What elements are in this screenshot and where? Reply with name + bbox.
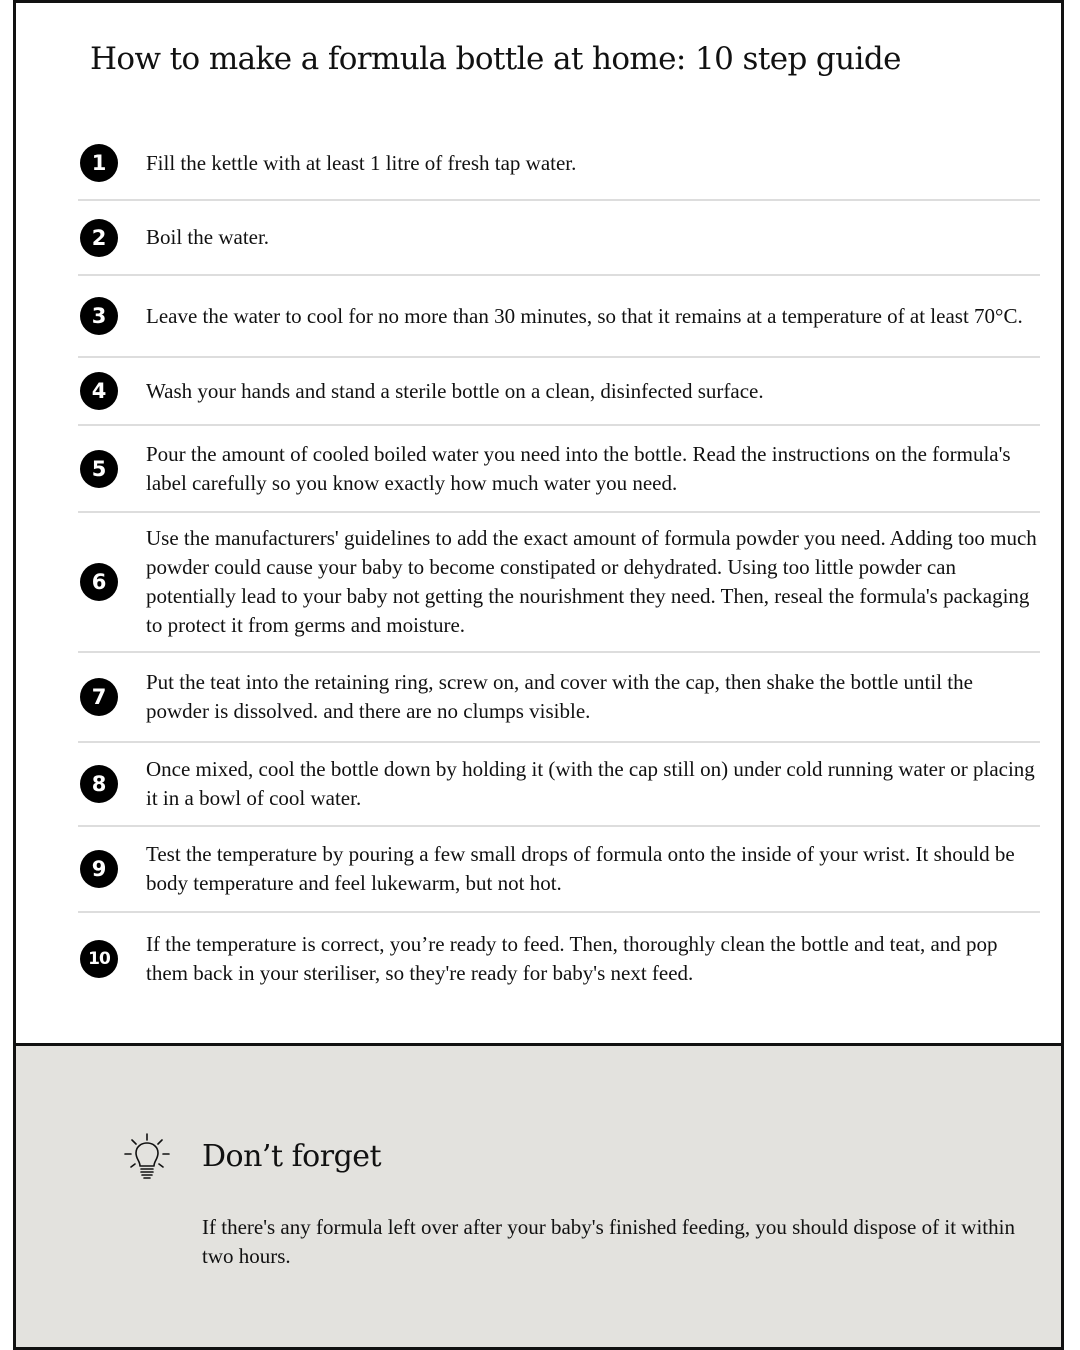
- guide-card: [13, 0, 1064, 1350]
- step-2: [78, 201, 1040, 276]
- step-1: [78, 127, 1040, 201]
- step-number-badge: 7: [80, 678, 118, 716]
- step-7: [78, 653, 1040, 743]
- step-number-badge: 3: [80, 297, 118, 335]
- step-text: Wash your hands and stand a sterile bottle on a clean, disinfected surface.: [146, 378, 764, 403]
- step-number-badge: 10: [80, 940, 118, 978]
- step-8: [78, 743, 1040, 827]
- step-9: [78, 827, 1040, 913]
- page-title: How to make a formula bottle at home: 10 step guide: [90, 41, 901, 77]
- tip-heading: Don’t forget: [202, 1139, 382, 1174]
- step-5: [78, 426, 1040, 513]
- step-6: [78, 513, 1040, 653]
- step-10: [78, 913, 1040, 1005]
- lightbulb-icon: [122, 1132, 172, 1182]
- step-text: Use the manufacturers' guidelines to add the exact amount of formula powder you need. Adding too much powder could cause your baby to become constipated or dehydrated. Using too little powder can potentially lead to your baby not getting the nourishment they need. Then, reseal the formula's packaging to protect it from germs and moisture.: [146, 526, 1037, 637]
- step-number-badge: 4: [80, 372, 118, 410]
- step-text: Put the teat into the retaining ring, screw on, and cover with the cap, then shake the bottle until the powder is dissolved. and there are no clumps visible.: [146, 670, 973, 723]
- step-number-badge: 5: [80, 450, 118, 488]
- step-4: [78, 358, 1040, 426]
- dont-forget-panel: [16, 1043, 1061, 1347]
- step-text: Once mixed, cool the bottle down by holding it (with the cap still on) under cold running water or placing it in a bowl of cool water.: [146, 757, 1035, 810]
- step-number-badge: 6: [80, 563, 118, 601]
- step-text: Boil the water.: [146, 225, 270, 249]
- step-text: Test the temperature by pouring a few small drops of formula onto the inside of your wrist. It should be body temperature and feel lukewarm, but not hot.: [146, 842, 1015, 895]
- tip-text: If there's any formula left over after your baby's finished feeding, you should dispose of it within two hours.: [202, 1215, 1015, 1268]
- step-text: If the temperature is correct, you’re ready to feed. Then, thoroughly clean the bottle and teat, and pop them back in your steriliser, so they're ready for baby's next feed.: [146, 932, 998, 985]
- step-number-badge: 8: [80, 765, 118, 803]
- steps-list: [78, 127, 1040, 1005]
- step-3: [78, 276, 1040, 358]
- step-text: Fill the kettle with at least 1 litre of fresh tap water.: [146, 150, 577, 175]
- step-number-badge: 1: [80, 144, 118, 182]
- step-number-badge: 9: [80, 850, 118, 888]
- step-text: Leave the water to cool for no more than 30 minutes, so that it remains at a temperature of at least 70°C.: [146, 303, 1023, 328]
- step-text: Pour the amount of cooled boiled water you need into the bottle. Read the instructions on the formula's label carefully so you know exactly how much water you need.: [146, 441, 1011, 495]
- step-number-badge: 2: [80, 219, 118, 257]
